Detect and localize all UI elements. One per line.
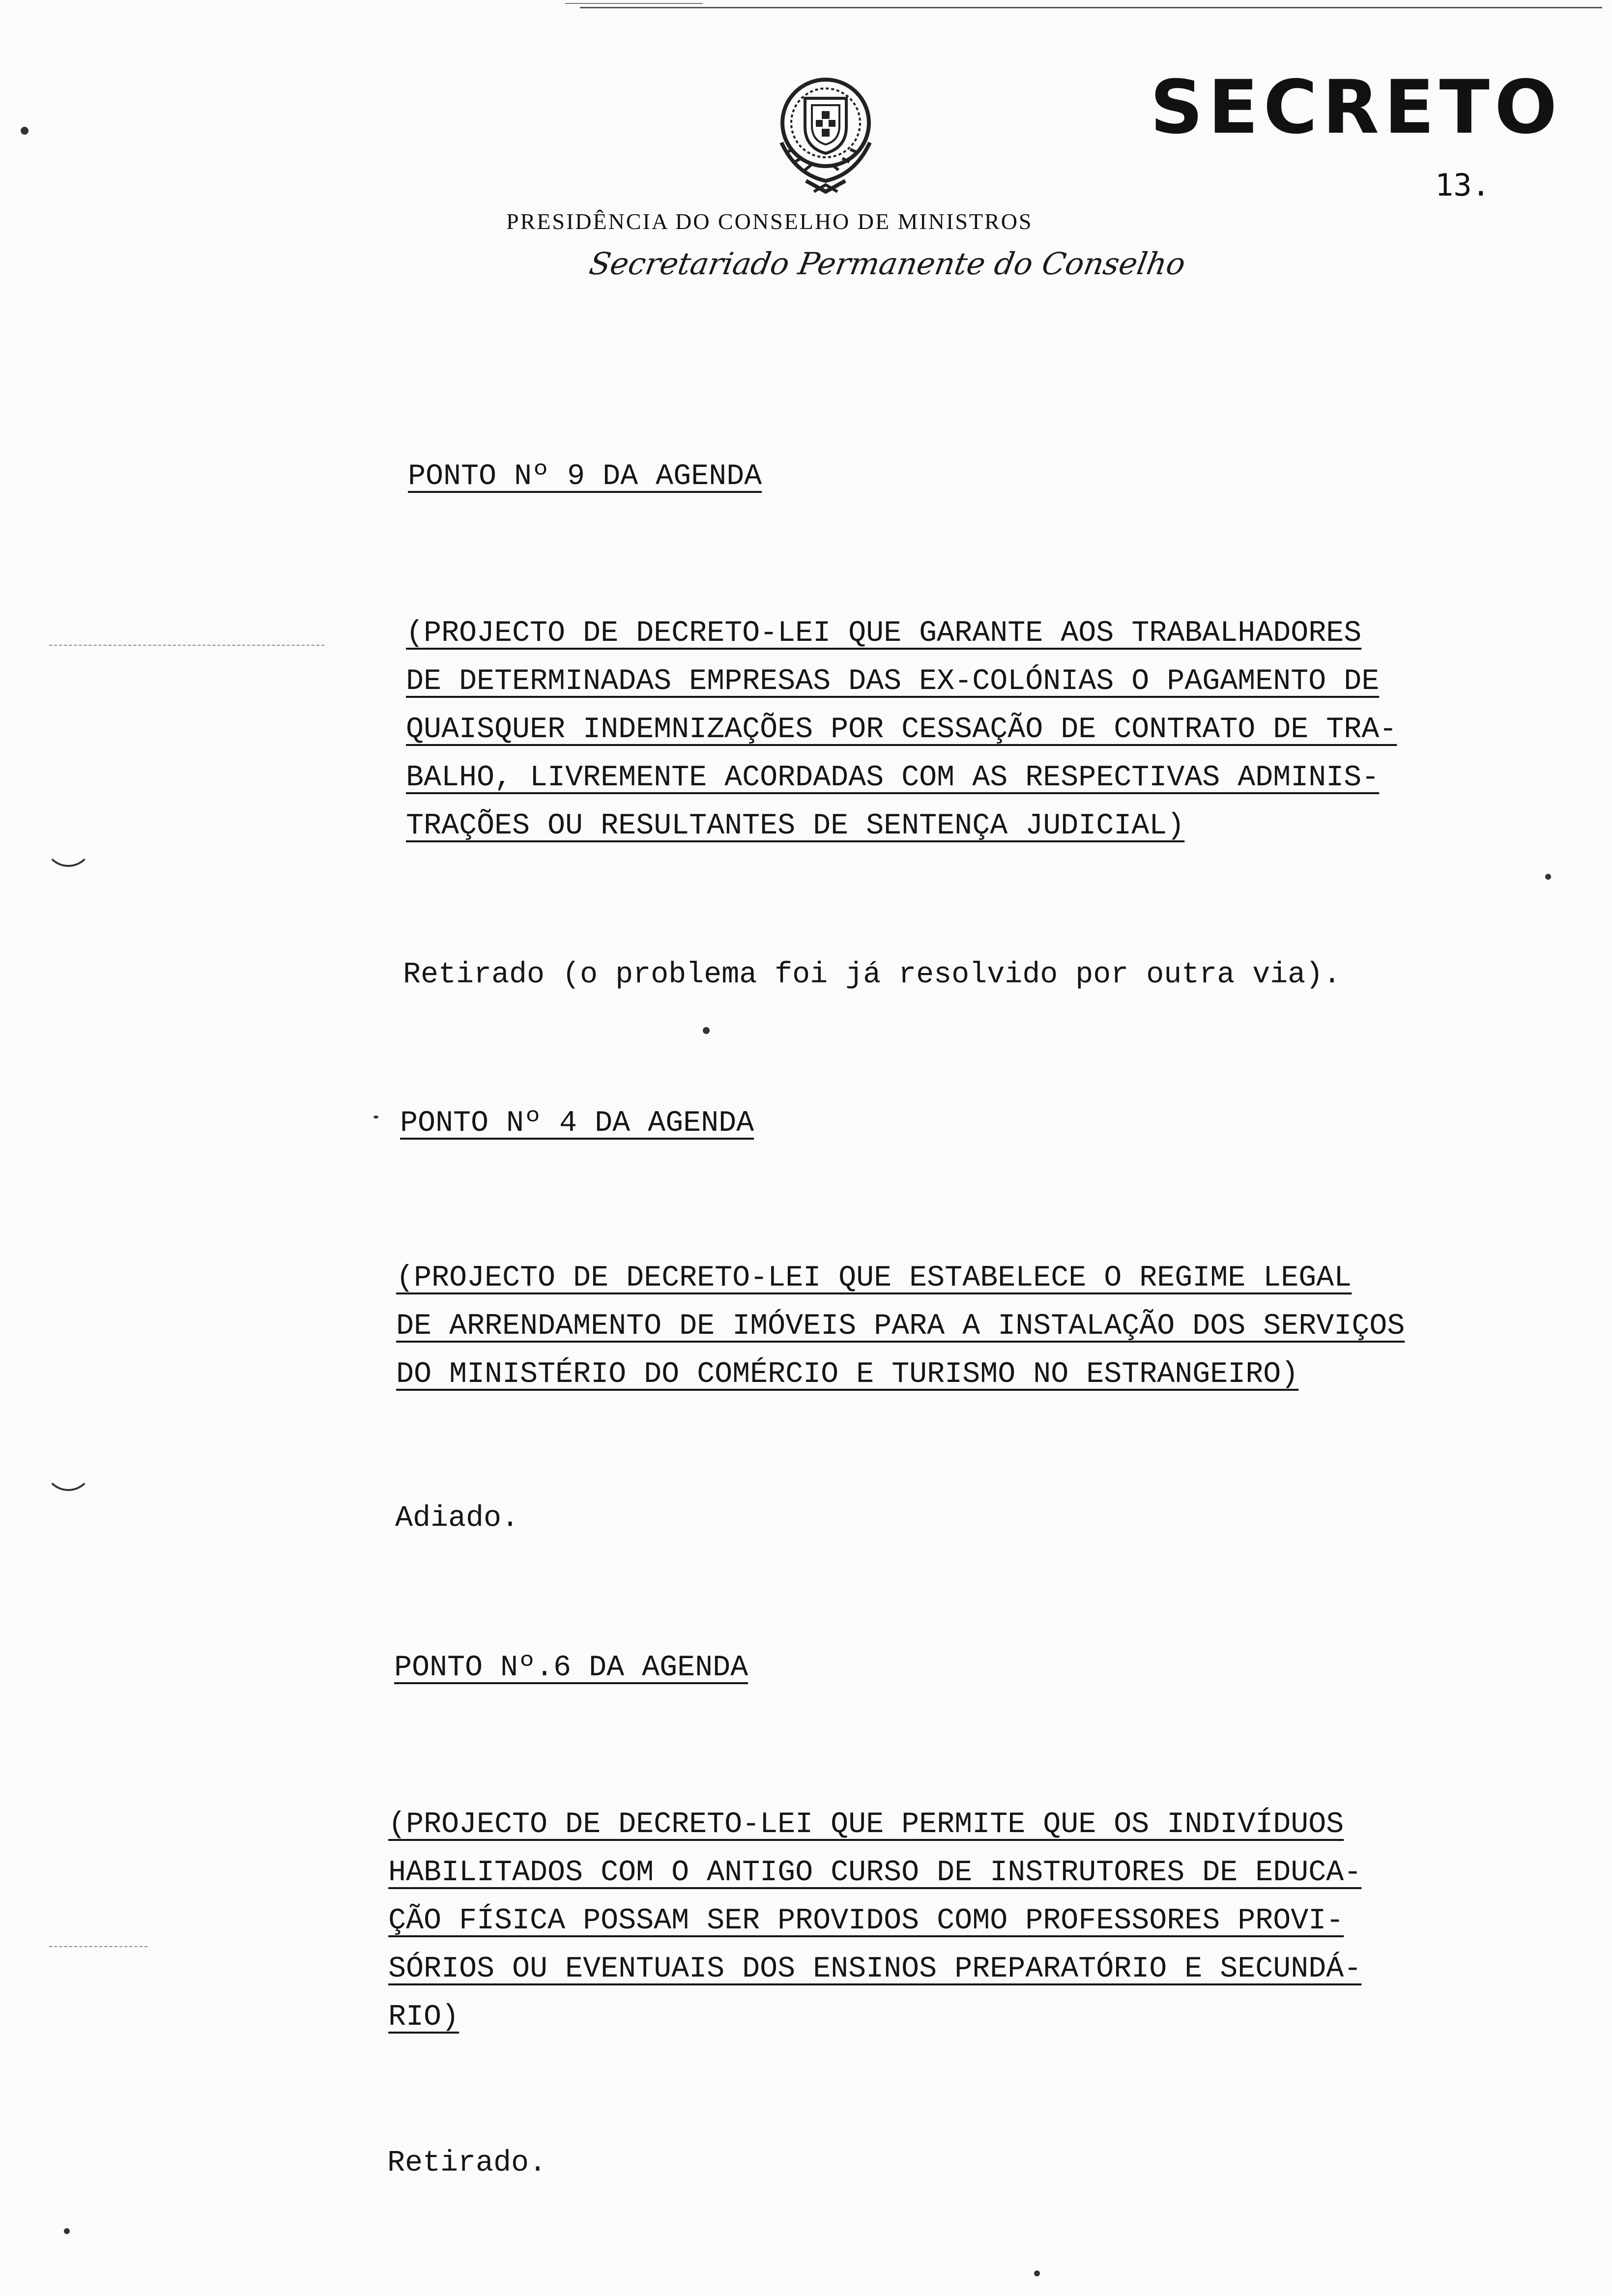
description-line: ÇÃO FÍSICA POSSAM SER PROVIDOS COMO PROFESSORES PROVI-: [388, 1904, 1344, 1938]
description-line: (PROJECTO DE DECRETO-LEI QUE PERMITE QUE OS INDIVÍDUOS: [388, 1808, 1344, 1841]
scan-speck: [374, 1116, 378, 1119]
coat-of-arms-icon: [767, 69, 885, 197]
scan-trace-line: [49, 645, 324, 646]
agenda-item-heading: PONTO Nº.6 DA AGENDA: [394, 1651, 748, 1685]
scan-edge-line: [565, 3, 703, 4]
description-line: HABILITADOS COM O ANTIGO CURSO DE INSTRUTORES DE EDUCA-: [388, 1856, 1362, 1890]
agenda-item-description: [396, 1254, 1405, 1399]
scan-trace-line: [49, 1946, 147, 1947]
department-name: Secretariado Permanente do Conselho: [586, 246, 1188, 282]
description-line: DO MINISTÉRIO DO COMÉRCIO E TURISMO NO ESTRANGEIRO): [396, 1358, 1299, 1391]
scan-speck: [703, 1027, 710, 1034]
institution-name: PRESIDÊNCIA DO CONSELHO DE MINISTROS: [506, 209, 1033, 234]
agenda-item-heading: PONTO Nº 4 DA AGENDA: [400, 1107, 754, 1140]
classification-stamp: SECRETO: [1150, 65, 1562, 150]
description-line: BALHO, LIVREMENTE ACORDADAS COM AS RESPECTIVAS ADMINIS-: [406, 761, 1380, 795]
agenda-item-description: [388, 1801, 1361, 2041]
scan-speck: [1034, 2270, 1040, 2276]
description-line: (PROJECTO DE DECRETO-LEI QUE ESTABELECE O REGIME LEGAL: [396, 1262, 1352, 1295]
agenda-item-decision: Adiado.: [395, 1502, 519, 1535]
description-line: SÓRIOS OU EVENTUAIS DOS ENSINOS PREPARATÓRIO E SECUNDÁ-: [388, 1952, 1362, 1986]
margin-scribble: [44, 835, 92, 867]
agenda-item-decision: Retirado.: [387, 2147, 547, 2180]
description-line: DE DETERMINADAS EMPRESAS DAS EX-COLÓNIAS O PAGAMENTO DE: [406, 665, 1380, 698]
agenda-item-description: [406, 609, 1397, 850]
page-number: 13.: [1435, 167, 1490, 203]
description-line: RIO): [388, 2001, 460, 2034]
agenda-item-decision: Retirado (o problema foi já resolvido por outra via).: [403, 958, 1341, 992]
description-line: QUAISQUER INDEMNIZAÇÕES POR CESSAÇÃO DE CONTRATO DE TRA-: [406, 713, 1397, 746]
scan-speck: [1545, 874, 1551, 880]
scan-speck: [21, 127, 29, 135]
description-line: (PROJECTO DE DECRETO-LEI QUE GARANTE AOS TRABALHADORES: [406, 617, 1362, 650]
scan-edge-line: [580, 7, 1602, 8]
scan-speck: [64, 2228, 70, 2234]
description-line: DE ARRENDAMENTO DE IMÓVEIS PARA A INSTALAÇÃO DOS SERVIÇOS: [396, 1310, 1405, 1343]
description-line: TRAÇÕES OU RESULTANTES DE SENTENÇA JUDICIAL): [406, 809, 1185, 843]
margin-scribble: [44, 1455, 92, 1491]
agenda-item-heading: PONTO Nº 9 DA AGENDA: [408, 460, 762, 493]
